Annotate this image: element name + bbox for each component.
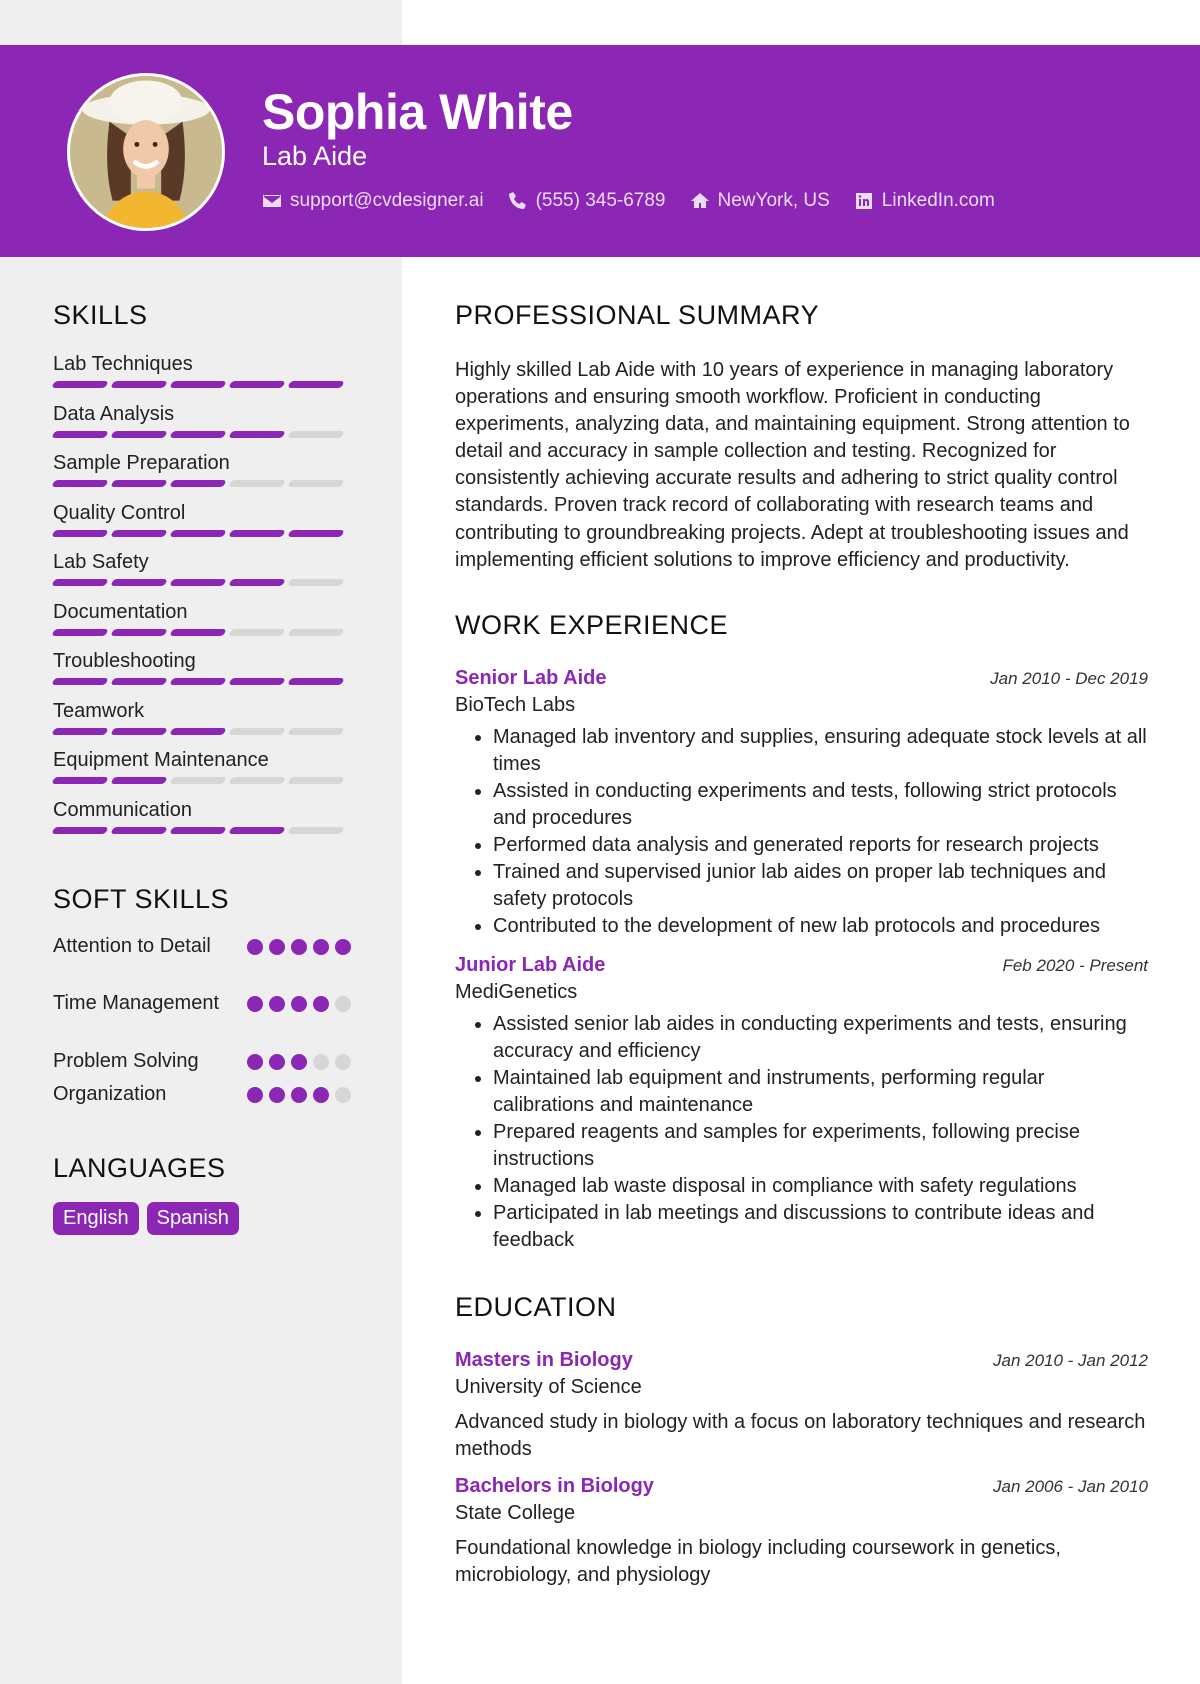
skills-list xyxy=(53,343,349,838)
candidate-role: Lab Aide xyxy=(262,141,368,171)
skill-level-segment xyxy=(110,431,167,438)
skill-level-segment xyxy=(169,777,226,784)
skill-item xyxy=(53,739,349,789)
skill-level-segment xyxy=(287,827,344,834)
skill-level-segment xyxy=(228,728,285,735)
soft-skill-level-dot xyxy=(313,996,329,1012)
job-bullet: • Managed lab inventory and supplies, ensuring adequate stock levels at all times xyxy=(493,724,1148,778)
skill-level-segment xyxy=(287,678,344,685)
skill-level-segment xyxy=(51,579,108,586)
skill-name: Troubleshooting xyxy=(53,650,196,672)
language-badge: English xyxy=(53,1202,139,1235)
soft-skill-item xyxy=(53,932,349,989)
soft-skills-title: SOFT SKILLS xyxy=(53,884,230,914)
education-school: State College xyxy=(455,1501,576,1524)
skill-level-segment xyxy=(110,728,167,735)
skill-level-segment xyxy=(169,629,226,636)
resume-header xyxy=(0,45,1200,257)
skill-level-bars xyxy=(53,678,343,685)
skill-name: Lab Safety xyxy=(53,551,149,573)
skill-level-segment xyxy=(51,827,108,834)
languages-list xyxy=(53,1202,349,1235)
skill-name: Equipment Maintenance xyxy=(53,749,269,771)
soft-skill-level-dot xyxy=(335,939,351,955)
languages-title: LANGUAGES xyxy=(53,1153,226,1183)
skill-name: Sample Preparation xyxy=(53,452,230,474)
education-dates: Jan 2010 - Jan 2012 xyxy=(992,1350,1148,1370)
skill-item xyxy=(53,789,349,839)
soft-skill-level-dot xyxy=(247,1054,263,1070)
skill-level-segment xyxy=(228,530,285,537)
contact-location xyxy=(690,190,830,212)
skill-level-bars xyxy=(53,480,343,487)
job-bullet: • Contributed to the development of new lab protocols and procedures xyxy=(493,913,1148,940)
soft-skill-level-dots xyxy=(247,1054,351,1070)
education-entry xyxy=(455,1473,1148,1589)
soft-skill-level-dot xyxy=(247,996,263,1012)
skill-level-segment xyxy=(51,480,108,487)
job-title: Senior Lab Aide xyxy=(455,666,607,689)
job-dates: Feb 2020 - Present xyxy=(1002,955,1148,975)
skill-item xyxy=(53,591,349,641)
skill-level-segment xyxy=(110,579,167,586)
job-bullet: • Maintained lab equipment and instruments, performing regular calibrations and maintenance xyxy=(493,1065,1148,1119)
education-description: Advanced study in biology with a focus on laboratory techniques and research methods xyxy=(455,1410,1146,1460)
education-degree: Masters in Biology xyxy=(455,1348,633,1371)
skill-level-bars xyxy=(53,728,343,735)
job-dates: Jan 2010 - Dec 2019 xyxy=(990,668,1148,688)
home-icon xyxy=(690,191,710,211)
contact-phone[interactable] xyxy=(508,190,666,212)
job-company: MediGenetics xyxy=(455,980,578,1003)
skill-level-segment xyxy=(51,431,108,438)
job-entry xyxy=(455,665,1148,940)
job-bullet: • Managed lab waste disposal in compliance with safety regulations xyxy=(493,1173,1148,1200)
skill-level-segment xyxy=(110,678,167,685)
skill-level-segment xyxy=(51,530,108,537)
language-badge: Spanish xyxy=(147,1202,239,1235)
skill-level-segment xyxy=(51,629,108,636)
skill-level-bars xyxy=(53,530,343,537)
skill-level-segment xyxy=(110,480,167,487)
skill-level-segment xyxy=(287,480,344,487)
job-bullets xyxy=(455,724,1148,940)
soft-skill-level-dot xyxy=(335,1054,351,1070)
soft-skill-level-dot xyxy=(269,1087,285,1103)
skill-level-segment xyxy=(169,431,226,438)
skill-level-segment xyxy=(228,629,285,636)
skill-level-segment xyxy=(228,431,285,438)
soft-skill-item xyxy=(53,1047,349,1080)
skill-level-segment xyxy=(228,480,285,487)
skill-level-segment xyxy=(228,678,285,685)
skill-level-segment xyxy=(169,728,226,735)
skill-level-segment xyxy=(169,678,226,685)
skill-level-segment xyxy=(287,431,344,438)
contact-linkedin-text: LinkedIn.com xyxy=(881,190,995,211)
skill-level-segment xyxy=(51,777,108,784)
job-bullet: • Assisted in conducting experiments and tests, following strict protocols and procedures xyxy=(493,778,1148,832)
job-bullet: • Assisted senior lab aides in conducting experiments and tests, ensuring accuracy and efficiency xyxy=(493,1011,1148,1065)
skill-level-segment xyxy=(287,530,344,537)
profile-photo xyxy=(67,73,225,231)
education-description: Foundational knowledge in biology including coursework in genetics, microbiology, and physiology xyxy=(455,1536,1061,1586)
skill-level-segment xyxy=(169,579,226,586)
soft-skill-item xyxy=(53,1080,349,1113)
skill-level-segment xyxy=(169,480,226,487)
soft-skill-level-dot xyxy=(313,1054,329,1070)
skill-level-segment xyxy=(51,381,108,388)
skill-level-segment xyxy=(110,381,167,388)
soft-skill-name: Time Management xyxy=(53,992,219,1014)
skill-name: Lab Techniques xyxy=(53,353,193,375)
skill-level-segment xyxy=(169,827,226,834)
soft-skill-name: Problem Solving xyxy=(53,1050,199,1072)
education-title: EDUCATION xyxy=(455,1291,617,1322)
soft-skill-level-dots xyxy=(247,1087,351,1103)
soft-skill-name: Organization xyxy=(53,1083,167,1105)
contact-email[interactable] xyxy=(262,190,484,212)
soft-skill-level-dot xyxy=(247,1087,263,1103)
skill-item xyxy=(53,690,349,740)
experience-list xyxy=(455,665,1148,1254)
skill-item xyxy=(53,343,349,393)
soft-skill-level-dot xyxy=(291,1087,307,1103)
job-bullet: • Performed data analysis and generated reports for research projects xyxy=(493,832,1148,859)
soft-skill-level-dot xyxy=(269,996,285,1012)
phone-icon xyxy=(508,191,528,211)
skill-level-segment xyxy=(287,629,344,636)
soft-skill-level-dot xyxy=(291,939,307,955)
contact-location-text: NewYork, US xyxy=(717,190,830,211)
summary-title: PROFESSIONAL SUMMARY xyxy=(455,300,820,330)
skill-level-segment xyxy=(228,827,285,834)
job-entry xyxy=(455,952,1148,1254)
skill-name: Teamwork xyxy=(53,699,145,722)
skill-item xyxy=(53,442,349,492)
skill-level-segment xyxy=(51,678,108,685)
envelope-icon xyxy=(262,191,282,211)
job-title: Junior Lab Aide xyxy=(455,953,606,976)
left-column xyxy=(53,300,349,1235)
summary-text: Highly skilled Lab Aide with 10 years of experience in managing laboratory operations and ensuring smooth workflow. Proficient in conducting experiments, analyzing data, and maintaining equipment. Strong attention to detail and accuracy in sample collection and testing. Recognized for consistently achieving accurate results and adhering to strict quality control standards. Proven track record of collaborating with research teams and contributing to groundbreaking projects. Adept at troubleshooting issues and implementing efficient solutions to improve efficiency and productivity. xyxy=(455,359,1130,571)
contact-phone-text: (555) 345-6789 xyxy=(535,190,666,211)
right-column xyxy=(455,300,1148,1589)
soft-skill-level-dots xyxy=(247,996,351,1012)
linkedin-icon xyxy=(854,191,874,211)
soft-skill-level-dot xyxy=(247,939,263,955)
skill-level-segment xyxy=(110,629,167,636)
skill-name: Data Analysis xyxy=(53,402,175,425)
skill-level-segment xyxy=(228,579,285,586)
skill-level-bars xyxy=(53,629,343,636)
skill-level-segment xyxy=(287,777,344,784)
skill-item xyxy=(53,640,349,690)
skill-level-segment xyxy=(287,579,344,586)
skill-level-bars xyxy=(53,431,343,438)
skill-level-segment xyxy=(169,530,226,537)
job-bullet: • Trained and supervised junior lab aides on proper lab techniques and safety protocols xyxy=(493,859,1148,913)
skill-name: Communication xyxy=(53,798,192,821)
skill-item xyxy=(53,393,349,443)
soft-skill-level-dot xyxy=(313,1087,329,1103)
soft-skills-list xyxy=(53,932,349,1113)
education-dates: Jan 2006 - Jan 2010 xyxy=(992,1476,1148,1496)
experience-title: WORK EXPERIENCE xyxy=(455,609,729,640)
job-company: BioTech Labs xyxy=(455,693,576,716)
soft-skill-level-dot xyxy=(269,1054,285,1070)
skill-level-segment xyxy=(287,381,344,388)
soft-skill-level-dots xyxy=(247,939,351,955)
skill-level-bars xyxy=(53,777,343,784)
soft-skill-item xyxy=(53,989,349,1047)
education-entry xyxy=(455,1347,1148,1463)
skill-level-segment xyxy=(169,381,226,388)
skill-item xyxy=(53,541,349,591)
skill-level-segment xyxy=(110,827,167,834)
job-bullets xyxy=(455,1011,1148,1254)
avatar xyxy=(70,76,222,228)
education-list xyxy=(455,1347,1148,1589)
skill-level-segment xyxy=(228,381,285,388)
skill-item xyxy=(53,492,349,542)
skill-level-segment xyxy=(110,777,167,784)
candidate-name: Sophia White xyxy=(262,84,573,140)
skill-name: Documentation xyxy=(53,600,188,623)
education-degree: Bachelors in Biology xyxy=(455,1474,654,1497)
contact-linkedin[interactable] xyxy=(854,190,995,212)
skill-level-segment xyxy=(51,728,108,735)
soft-skill-level-dot xyxy=(335,996,351,1012)
skills-title: SKILLS xyxy=(53,300,148,330)
skill-level-bars xyxy=(53,827,343,834)
soft-skill-level-dot xyxy=(313,939,329,955)
soft-skill-level-dot xyxy=(291,996,307,1012)
job-bullet: • Participated in lab meetings and discussions to contribute ideas and feedback xyxy=(493,1200,1148,1254)
contact-list xyxy=(262,190,995,212)
soft-skill-name: Attention to Detail xyxy=(53,935,211,957)
soft-skill-level-dot xyxy=(269,939,285,955)
soft-skill-level-dot xyxy=(291,1054,307,1070)
skill-level-segment xyxy=(287,728,344,735)
education-school: University of Science xyxy=(455,1375,642,1398)
skill-level-segment xyxy=(228,777,285,784)
soft-skill-level-dot xyxy=(335,1087,351,1103)
skill-level-bars xyxy=(53,579,343,586)
skill-level-segment xyxy=(110,530,167,537)
job-bullet: • Prepared reagents and samples for experiments, following precise instructions xyxy=(493,1119,1148,1173)
skill-name: Quality Control xyxy=(53,501,186,524)
skill-level-bars xyxy=(53,381,343,388)
contact-email-text: support@cvdesigner.ai xyxy=(290,190,484,211)
